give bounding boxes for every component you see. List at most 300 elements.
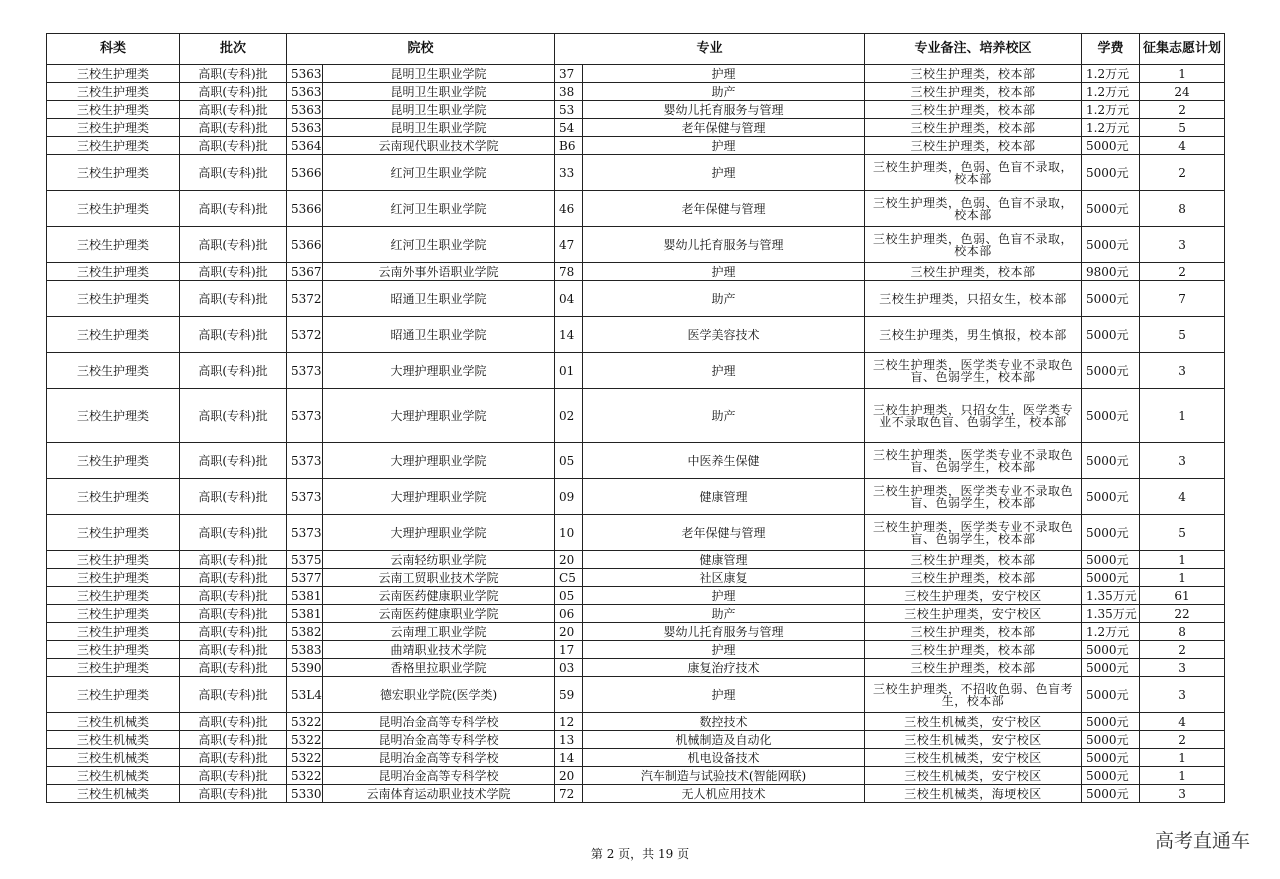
cell-major-code: 17 xyxy=(555,641,583,659)
cell-fee: 5000元 xyxy=(1082,731,1140,749)
cell-note: 三校生护理类，医学类专业不录取色盲、色弱学生，校本部 xyxy=(865,353,1082,389)
cell-batch: 高职(专科)批 xyxy=(180,677,287,713)
cell-school-code: 5366 xyxy=(287,155,323,191)
cell-plan: 2 xyxy=(1140,155,1225,191)
cell-school-code: 5363 xyxy=(287,119,323,137)
table-row xyxy=(47,281,1225,317)
cell-major-name: 中医养生保健 xyxy=(583,443,865,479)
cell-school-name: 大理护理职业学院 xyxy=(323,389,555,443)
cell-plan: 3 xyxy=(1140,785,1225,803)
cell-major-name: 老年保健与管理 xyxy=(583,119,865,137)
cell-fee: 5000元 xyxy=(1082,641,1140,659)
cell-category: 三校生机械类 xyxy=(47,785,180,803)
table-row xyxy=(47,443,1225,479)
cell-major-code: 05 xyxy=(555,587,583,605)
cell-category: 三校生机械类 xyxy=(47,749,180,767)
cell-plan: 3 xyxy=(1140,659,1225,677)
cell-plan: 8 xyxy=(1140,191,1225,227)
cell-note: 三校生机械类，安宁校区 xyxy=(865,713,1082,731)
cell-school-code: 5375 xyxy=(287,551,323,569)
cell-note: 三校生护理类，校本部 xyxy=(865,623,1082,641)
cell-school-name: 昆明冶金高等专科学校 xyxy=(323,731,555,749)
cell-fee: 5000元 xyxy=(1082,353,1140,389)
cell-note: 三校生机械类，安宁校区 xyxy=(865,749,1082,767)
header-plan: 征集志愿计划 xyxy=(1140,34,1225,65)
cell-major-name: 机电设备技术 xyxy=(583,749,865,767)
cell-plan: 5 xyxy=(1140,317,1225,353)
cell-note: 三校生机械类，海埂校区 xyxy=(865,785,1082,803)
cell-major-name: 婴幼儿托育服务与管理 xyxy=(583,623,865,641)
cell-batch: 高职(专科)批 xyxy=(180,191,287,227)
cell-note: 三校生护理类，医学类专业不录取色盲、色弱学生，校本部 xyxy=(865,479,1082,515)
cell-school-code: 5373 xyxy=(287,479,323,515)
cell-major-code: 37 xyxy=(555,65,583,83)
cell-major-code: 14 xyxy=(555,317,583,353)
header-category: 科类 xyxy=(47,34,180,65)
cell-school-name: 云南体育运动职业技术学院 xyxy=(323,785,555,803)
cell-school-name: 大理护理职业学院 xyxy=(323,479,555,515)
cell-major-name: 健康管理 xyxy=(583,479,865,515)
cell-category: 三校生护理类 xyxy=(47,659,180,677)
page-number: 第 2 页，共 19 页 xyxy=(590,847,690,861)
cell-school-code: 5322 xyxy=(287,767,323,785)
cell-plan: 24 xyxy=(1140,83,1225,101)
cell-major-name: 护理 xyxy=(583,263,865,281)
cell-batch: 高职(专科)批 xyxy=(180,785,287,803)
cell-fee: 1.2万元 xyxy=(1082,623,1140,641)
cell-school-code: 53L4 xyxy=(287,677,323,713)
header-school: 院校 xyxy=(287,34,555,65)
cell-batch: 高职(专科)批 xyxy=(180,137,287,155)
cell-plan: 3 xyxy=(1140,443,1225,479)
cell-batch: 高职(专科)批 xyxy=(180,155,287,191)
cell-major-name: 护理 xyxy=(583,137,865,155)
cell-fee: 5000元 xyxy=(1082,749,1140,767)
cell-fee: 5000元 xyxy=(1082,677,1140,713)
cell-batch: 高职(专科)批 xyxy=(180,263,287,281)
cell-fee: 1.2万元 xyxy=(1082,83,1140,101)
cell-major-name: 护理 xyxy=(583,65,865,83)
table-row xyxy=(47,641,1225,659)
cell-school-code: 5322 xyxy=(287,749,323,767)
cell-plan: 7 xyxy=(1140,281,1225,317)
cell-school-name: 昭通卫生职业学院 xyxy=(323,317,555,353)
cell-major-code: 20 xyxy=(555,551,583,569)
cell-major-code: 13 xyxy=(555,731,583,749)
cell-note: 三校生护理类，校本部 xyxy=(865,659,1082,677)
cell-plan: 2 xyxy=(1140,641,1225,659)
cell-category: 三校生护理类 xyxy=(47,389,180,443)
cell-batch: 高职(专科)批 xyxy=(180,587,287,605)
header-note: 专业备注、培养校区 xyxy=(865,34,1082,65)
cell-note: 三校生护理类，校本部 xyxy=(865,137,1082,155)
cell-note: 三校生机械类，安宁校区 xyxy=(865,767,1082,785)
cell-major-code: 47 xyxy=(555,227,583,263)
cell-major-name: 护理 xyxy=(583,677,865,713)
cell-major-name: 助产 xyxy=(583,83,865,101)
cell-batch: 高职(专科)批 xyxy=(180,551,287,569)
table-row xyxy=(47,677,1225,713)
cell-fee: 5000元 xyxy=(1082,569,1140,587)
table-row xyxy=(47,119,1225,137)
cell-fee: 5000元 xyxy=(1082,227,1140,263)
cell-batch: 高职(专科)批 xyxy=(180,767,287,785)
cell-major-name: 无人机应用技术 xyxy=(583,785,865,803)
cell-major-name: 老年保健与管理 xyxy=(583,515,865,551)
cell-fee: 5000元 xyxy=(1082,443,1140,479)
cell-note: 三校生护理类，校本部 xyxy=(865,641,1082,659)
cell-school-name: 云南轻纺职业学院 xyxy=(323,551,555,569)
cell-school-name: 昆明卫生职业学院 xyxy=(323,83,555,101)
header-fee: 学费 xyxy=(1082,34,1140,65)
cell-major-name: 婴幼儿托育服务与管理 xyxy=(583,227,865,263)
cell-major-code: 20 xyxy=(555,767,583,785)
cell-batch: 高职(专科)批 xyxy=(180,83,287,101)
cell-school-code: 5372 xyxy=(287,317,323,353)
cell-school-code: 5372 xyxy=(287,281,323,317)
cell-plan: 1 xyxy=(1140,767,1225,785)
cell-school-code: 5390 xyxy=(287,659,323,677)
cell-major-name: 助产 xyxy=(583,605,865,623)
cell-category: 三校生护理类 xyxy=(47,155,180,191)
cell-category: 三校生护理类 xyxy=(47,479,180,515)
table-row xyxy=(47,65,1225,83)
cell-batch: 高职(专科)批 xyxy=(180,515,287,551)
cell-fee: 5000元 xyxy=(1082,191,1140,227)
table-row xyxy=(47,785,1225,803)
cell-major-name: 汽车制造与试验技术(智能网联) xyxy=(583,767,865,785)
cell-fee: 5000元 xyxy=(1082,551,1140,569)
table-body xyxy=(47,65,1225,803)
cell-note: 三校生护理类，不招收色弱、色盲考生，校本部 xyxy=(865,677,1082,713)
cell-school-name: 大理护理职业学院 xyxy=(323,443,555,479)
cell-note: 三校生护理类，只招女生，校本部 xyxy=(865,281,1082,317)
cell-fee: 5000元 xyxy=(1082,767,1140,785)
cell-category: 三校生机械类 xyxy=(47,767,180,785)
cell-plan: 5 xyxy=(1140,515,1225,551)
cell-plan: 2 xyxy=(1140,263,1225,281)
cell-batch: 高职(专科)批 xyxy=(180,443,287,479)
cell-category: 三校生护理类 xyxy=(47,83,180,101)
cell-plan: 1 xyxy=(1140,569,1225,587)
cell-category: 三校生护理类 xyxy=(47,587,180,605)
cell-school-code: 5383 xyxy=(287,641,323,659)
watermark: 高考直通车 xyxy=(1154,830,1250,852)
table-row xyxy=(47,317,1225,353)
cell-batch: 高职(专科)批 xyxy=(180,623,287,641)
cell-category: 三校生机械类 xyxy=(47,731,180,749)
cell-batch: 高职(专科)批 xyxy=(180,713,287,731)
cell-major-code: 53 xyxy=(555,101,583,119)
cell-school-code: 5366 xyxy=(287,227,323,263)
cell-major-code: 14 xyxy=(555,749,583,767)
cell-school-code: 5373 xyxy=(287,353,323,389)
cell-fee: 5000元 xyxy=(1082,659,1140,677)
cell-batch: 高职(专科)批 xyxy=(180,227,287,263)
table-row xyxy=(47,551,1225,569)
cell-category: 三校生护理类 xyxy=(47,137,180,155)
cell-note: 三校生护理类，色弱、色盲不录取，校本部 xyxy=(865,155,1082,191)
table-row xyxy=(47,389,1225,443)
cell-note: 三校生护理类，校本部 xyxy=(865,101,1082,119)
cell-plan: 4 xyxy=(1140,479,1225,515)
cell-major-code: 54 xyxy=(555,119,583,137)
cell-category: 三校生护理类 xyxy=(47,569,180,587)
cell-fee: 1.2万元 xyxy=(1082,119,1140,137)
cell-fee: 5000元 xyxy=(1082,155,1140,191)
cell-school-name: 红河卫生职业学院 xyxy=(323,191,555,227)
cell-plan: 1 xyxy=(1140,551,1225,569)
cell-batch: 高职(专科)批 xyxy=(180,641,287,659)
cell-major-code: 38 xyxy=(555,83,583,101)
cell-fee: 5000元 xyxy=(1082,515,1140,551)
cell-school-name: 昆明冶金高等专科学校 xyxy=(323,713,555,731)
cell-batch: 高职(专科)批 xyxy=(180,605,287,623)
cell-category: 三校生护理类 xyxy=(47,263,180,281)
cell-school-name: 红河卫生职业学院 xyxy=(323,155,555,191)
cell-school-name: 昆明卫生职业学院 xyxy=(323,101,555,119)
header-major: 专业 xyxy=(555,34,865,65)
table-row xyxy=(47,515,1225,551)
cell-batch: 高职(专科)批 xyxy=(180,353,287,389)
cell-note: 三校生护理类，只招女生，医学类专业不录取色盲、色弱学生，校本部 xyxy=(865,389,1082,443)
cell-fee: 5000元 xyxy=(1082,713,1140,731)
cell-batch: 高职(专科)批 xyxy=(180,101,287,119)
cell-school-name: 云南医药健康职业学院 xyxy=(323,605,555,623)
cell-school-name: 云南理工职业学院 xyxy=(323,623,555,641)
admission-table xyxy=(46,33,1225,803)
table-row xyxy=(47,137,1225,155)
cell-category: 三校生机械类 xyxy=(47,713,180,731)
cell-major-name: 机械制造及自动化 xyxy=(583,731,865,749)
cell-school-code: 5322 xyxy=(287,713,323,731)
cell-category: 三校生护理类 xyxy=(47,281,180,317)
cell-note: 三校生护理类，校本部 xyxy=(865,569,1082,587)
cell-major-code: 59 xyxy=(555,677,583,713)
cell-note: 三校生护理类，安宁校区 xyxy=(865,587,1082,605)
table-row xyxy=(47,353,1225,389)
cell-school-name: 云南医药健康职业学院 xyxy=(323,587,555,605)
cell-school-name: 红河卫生职业学院 xyxy=(323,227,555,263)
cell-fee: 1.35万元 xyxy=(1082,605,1140,623)
cell-school-name: 云南工贸职业技术学院 xyxy=(323,569,555,587)
cell-plan: 3 xyxy=(1140,677,1225,713)
cell-major-code: 05 xyxy=(555,443,583,479)
cell-school-name: 昭通卫生职业学院 xyxy=(323,281,555,317)
cell-school-name: 昆明卫生职业学院 xyxy=(323,65,555,83)
table-row xyxy=(47,479,1225,515)
cell-fee: 5000元 xyxy=(1082,479,1140,515)
cell-note: 三校生护理类，校本部 xyxy=(865,65,1082,83)
cell-category: 三校生护理类 xyxy=(47,443,180,479)
table-row xyxy=(47,227,1225,263)
cell-school-code: 5364 xyxy=(287,137,323,155)
cell-school-name: 德宏职业学院(医学类) xyxy=(323,677,555,713)
cell-major-name: 助产 xyxy=(583,281,865,317)
cell-major-name: 护理 xyxy=(583,641,865,659)
cell-major-code: 04 xyxy=(555,281,583,317)
cell-major-code: C5 xyxy=(555,569,583,587)
cell-category: 三校生护理类 xyxy=(47,353,180,389)
cell-plan: 8 xyxy=(1140,623,1225,641)
cell-school-name: 云南现代职业技术学院 xyxy=(323,137,555,155)
cell-school-code: 5363 xyxy=(287,101,323,119)
cell-note: 三校生护理类，校本部 xyxy=(865,263,1082,281)
cell-note: 三校生护理类，医学类专业不录取色盲、色弱学生，校本部 xyxy=(865,443,1082,479)
cell-plan: 22 xyxy=(1140,605,1225,623)
table-row xyxy=(47,731,1225,749)
cell-batch: 高职(专科)批 xyxy=(180,479,287,515)
cell-major-name: 护理 xyxy=(583,155,865,191)
cell-category: 三校生护理类 xyxy=(47,119,180,137)
cell-major-code: 01 xyxy=(555,353,583,389)
cell-major-name: 婴幼儿托育服务与管理 xyxy=(583,101,865,119)
cell-major-code: 09 xyxy=(555,479,583,515)
table-row xyxy=(47,155,1225,191)
cell-school-name: 香格里拉职业学院 xyxy=(323,659,555,677)
cell-fee: 1.2万元 xyxy=(1082,101,1140,119)
cell-note: 三校生护理类，色弱、色盲不录取，校本部 xyxy=(865,191,1082,227)
cell-batch: 高职(专科)批 xyxy=(180,65,287,83)
cell-category: 三校生护理类 xyxy=(47,551,180,569)
cell-school-code: 5373 xyxy=(287,389,323,443)
cell-note: 三校生护理类，男生慎报，校本部 xyxy=(865,317,1082,353)
table-row xyxy=(47,191,1225,227)
cell-school-code: 5373 xyxy=(287,515,323,551)
cell-category: 三校生护理类 xyxy=(47,317,180,353)
cell-note: 三校生护理类，校本部 xyxy=(865,551,1082,569)
cell-school-name: 昆明冶金高等专科学校 xyxy=(323,767,555,785)
table-row xyxy=(47,749,1225,767)
cell-fee: 5000元 xyxy=(1082,389,1140,443)
table-row xyxy=(47,263,1225,281)
cell-school-code: 5382 xyxy=(287,623,323,641)
cell-school-name: 大理护理职业学院 xyxy=(323,353,555,389)
cell-plan: 1 xyxy=(1140,749,1225,767)
cell-school-code: 5330 xyxy=(287,785,323,803)
cell-category: 三校生护理类 xyxy=(47,641,180,659)
cell-note: 三校生护理类，医学类专业不录取色盲、色弱学生，校本部 xyxy=(865,515,1082,551)
cell-plan: 61 xyxy=(1140,587,1225,605)
cell-major-code: 20 xyxy=(555,623,583,641)
cell-category: 三校生护理类 xyxy=(47,65,180,83)
cell-school-name: 曲靖职业技术学院 xyxy=(323,641,555,659)
cell-major-code: 72 xyxy=(555,785,583,803)
table-row xyxy=(47,605,1225,623)
cell-school-code: 5363 xyxy=(287,65,323,83)
cell-fee: 1.2万元 xyxy=(1082,65,1140,83)
cell-batch: 高职(专科)批 xyxy=(180,119,287,137)
cell-fee: 5000元 xyxy=(1082,785,1140,803)
cell-batch: 高职(专科)批 xyxy=(180,659,287,677)
cell-fee: 5000元 xyxy=(1082,317,1140,353)
cell-major-name: 康复治疗技术 xyxy=(583,659,865,677)
cell-major-name: 健康管理 xyxy=(583,551,865,569)
table-row xyxy=(47,659,1225,677)
table-row xyxy=(47,101,1225,119)
cell-major-name: 老年保健与管理 xyxy=(583,191,865,227)
cell-major-name: 助产 xyxy=(583,389,865,443)
cell-fee: 9800元 xyxy=(1082,263,1140,281)
cell-school-name: 大理护理职业学院 xyxy=(323,515,555,551)
cell-major-code: 12 xyxy=(555,713,583,731)
cell-school-name: 云南外事外语职业学院 xyxy=(323,263,555,281)
cell-plan: 3 xyxy=(1140,227,1225,263)
table-row xyxy=(47,623,1225,641)
cell-major-name: 社区康复 xyxy=(583,569,865,587)
cell-category: 三校生护理类 xyxy=(47,623,180,641)
cell-major-code: 02 xyxy=(555,389,583,443)
cell-batch: 高职(专科)批 xyxy=(180,731,287,749)
cell-category: 三校生护理类 xyxy=(47,191,180,227)
cell-school-code: 5377 xyxy=(287,569,323,587)
cell-major-code: 03 xyxy=(555,659,583,677)
cell-major-name: 数控技术 xyxy=(583,713,865,731)
cell-note: 三校生机械类，安宁校区 xyxy=(865,731,1082,749)
cell-batch: 高职(专科)批 xyxy=(180,281,287,317)
cell-plan: 5 xyxy=(1140,119,1225,137)
cell-fee: 5000元 xyxy=(1082,137,1140,155)
cell-fee: 1.35万元 xyxy=(1082,587,1140,605)
cell-plan: 2 xyxy=(1140,731,1225,749)
table-row xyxy=(47,587,1225,605)
cell-school-name: 昆明冶金高等专科学校 xyxy=(323,749,555,767)
cell-plan: 1 xyxy=(1140,389,1225,443)
cell-major-code: 46 xyxy=(555,191,583,227)
cell-major-name: 护理 xyxy=(583,353,865,389)
cell-school-code: 5363 xyxy=(287,83,323,101)
table-row xyxy=(47,767,1225,785)
cell-major-code: B6 xyxy=(555,137,583,155)
cell-school-code: 5367 xyxy=(287,263,323,281)
cell-note: 三校生护理类，校本部 xyxy=(865,83,1082,101)
cell-major-code: 33 xyxy=(555,155,583,191)
cell-plan: 1 xyxy=(1140,65,1225,83)
cell-school-code: 5366 xyxy=(287,191,323,227)
cell-school-code: 5381 xyxy=(287,605,323,623)
table-row xyxy=(47,569,1225,587)
cell-category: 三校生护理类 xyxy=(47,677,180,713)
cell-school-name: 昆明卫生职业学院 xyxy=(323,119,555,137)
cell-school-code: 5322 xyxy=(287,731,323,749)
cell-school-code: 5373 xyxy=(287,443,323,479)
cell-category: 三校生护理类 xyxy=(47,605,180,623)
cell-category: 三校生护理类 xyxy=(47,227,180,263)
header-row xyxy=(47,34,1225,65)
cell-batch: 高职(专科)批 xyxy=(180,749,287,767)
cell-major-code: 10 xyxy=(555,515,583,551)
cell-batch: 高职(专科)批 xyxy=(180,389,287,443)
cell-plan: 3 xyxy=(1140,353,1225,389)
cell-major-name: 医学美容技术 xyxy=(583,317,865,353)
cell-major-name: 护理 xyxy=(583,587,865,605)
cell-batch: 高职(专科)批 xyxy=(180,317,287,353)
cell-batch: 高职(专科)批 xyxy=(180,569,287,587)
cell-major-code: 06 xyxy=(555,605,583,623)
cell-note: 三校生护理类，色弱、色盲不录取，校本部 xyxy=(865,227,1082,263)
table-row xyxy=(47,83,1225,101)
cell-school-code: 5381 xyxy=(287,587,323,605)
header-batch: 批次 xyxy=(180,34,287,65)
cell-note: 三校生护理类，校本部 xyxy=(865,119,1082,137)
cell-major-code: 78 xyxy=(555,263,583,281)
cell-plan: 4 xyxy=(1140,137,1225,155)
cell-category: 三校生护理类 xyxy=(47,101,180,119)
cell-plan: 4 xyxy=(1140,713,1225,731)
cell-fee: 5000元 xyxy=(1082,281,1140,317)
cell-plan: 2 xyxy=(1140,101,1225,119)
cell-note: 三校生护理类，安宁校区 xyxy=(865,605,1082,623)
